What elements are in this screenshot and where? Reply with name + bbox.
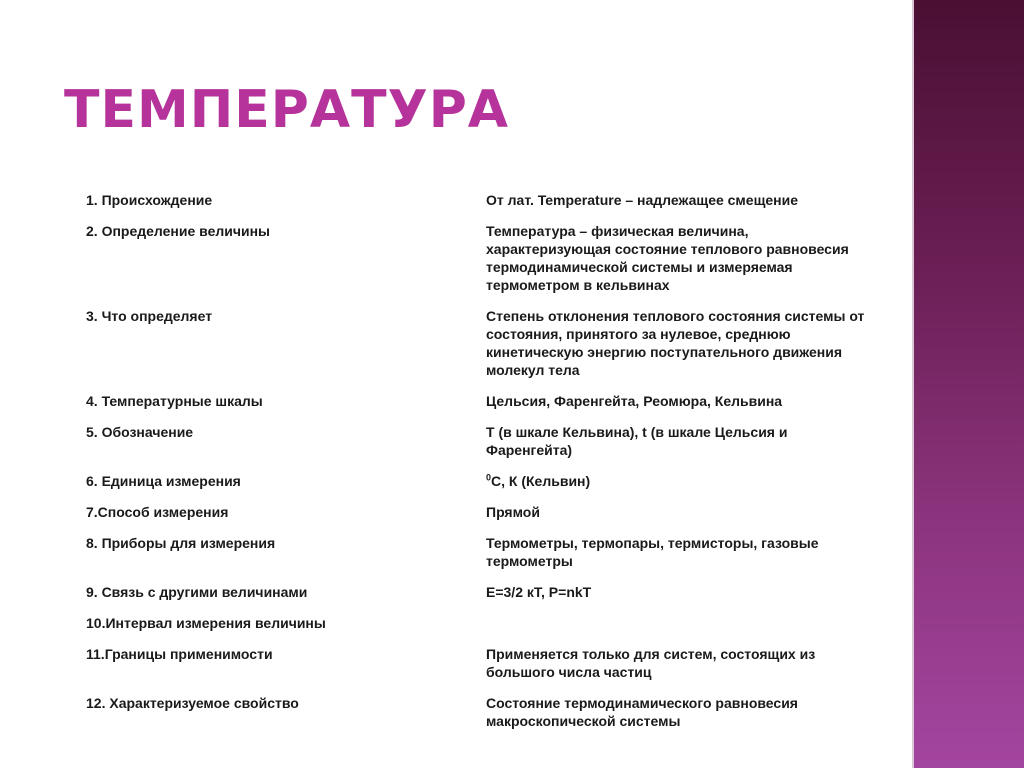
table-row	[78, 687, 878, 736]
side-band-stripe	[912, 0, 914, 768]
row-value: Цельсия, Фаренгейта, Реомюра, Кельвина	[486, 393, 783, 409]
slide-title: ТЕМПЕРАТУРА	[64, 80, 510, 140]
row-value: Температура – физическая величина, характеризующая состояние теплового равновесия термодинамической системы и измеряемая термометром в кельвинах	[486, 223, 849, 293]
row-label: 1. Происхождение	[86, 192, 213, 208]
table-row	[78, 416, 878, 465]
table-row	[78, 184, 878, 215]
row-label: 5. Обозначение	[86, 424, 194, 440]
properties-table	[78, 184, 878, 736]
row-label: 7.Способ измерения	[86, 504, 229, 520]
row-value: Применяется только для систем, состоящих из большого числа частиц	[486, 646, 816, 680]
row-label: 8. Приборы для измерения	[86, 535, 276, 551]
table-row	[78, 300, 878, 385]
row-value: Прямой	[486, 504, 540, 520]
row-label: 10.Интервал измерения величины	[86, 615, 326, 631]
row-value	[478, 607, 878, 638]
table-row	[78, 496, 878, 527]
row-label: 4. Температурные шкалы	[86, 393, 263, 409]
row-label: 9. Связь с другими величинами	[86, 584, 308, 600]
unit-text: С, К (Кельвин)	[491, 473, 591, 489]
table-row	[78, 215, 878, 300]
decorative-side-band	[912, 0, 1024, 768]
row-value: Т (в шкале Кельвина), t (в шкале Цельсия и Фаренгейта)	[486, 424, 788, 458]
row-value: От лат. Temperature – надлежащее смещение	[486, 192, 799, 208]
row-label: 2. Определение величины	[86, 223, 271, 239]
row-label: 6. Единица измерения	[86, 473, 241, 489]
table-row	[78, 385, 878, 416]
row-label: 12. Характеризуемое свойство	[86, 695, 299, 711]
row-value: Состояние термодинамического равновесия макроскопической системы	[486, 695, 798, 729]
row-label: 3. Что определяет	[86, 308, 213, 324]
row-value: Степень отклонения теплового состояния системы от состояния, принятого за нулевое, среднюю кинетическую энергию поступательного движения молекул тела	[486, 308, 865, 378]
table-row	[78, 607, 878, 638]
table-row	[78, 576, 878, 607]
table-row	[78, 638, 878, 687]
degree-superscript: 0	[486, 472, 492, 483]
table-row	[78, 527, 878, 576]
row-label: 11.Границы применимости	[86, 646, 273, 662]
row-value	[478, 465, 878, 496]
table-row	[78, 465, 878, 496]
row-value: Е=3/2 кТ, Р=nkT	[486, 584, 592, 600]
row-value: Термометры, термопары, термисторы, газовые термометры	[486, 535, 819, 569]
